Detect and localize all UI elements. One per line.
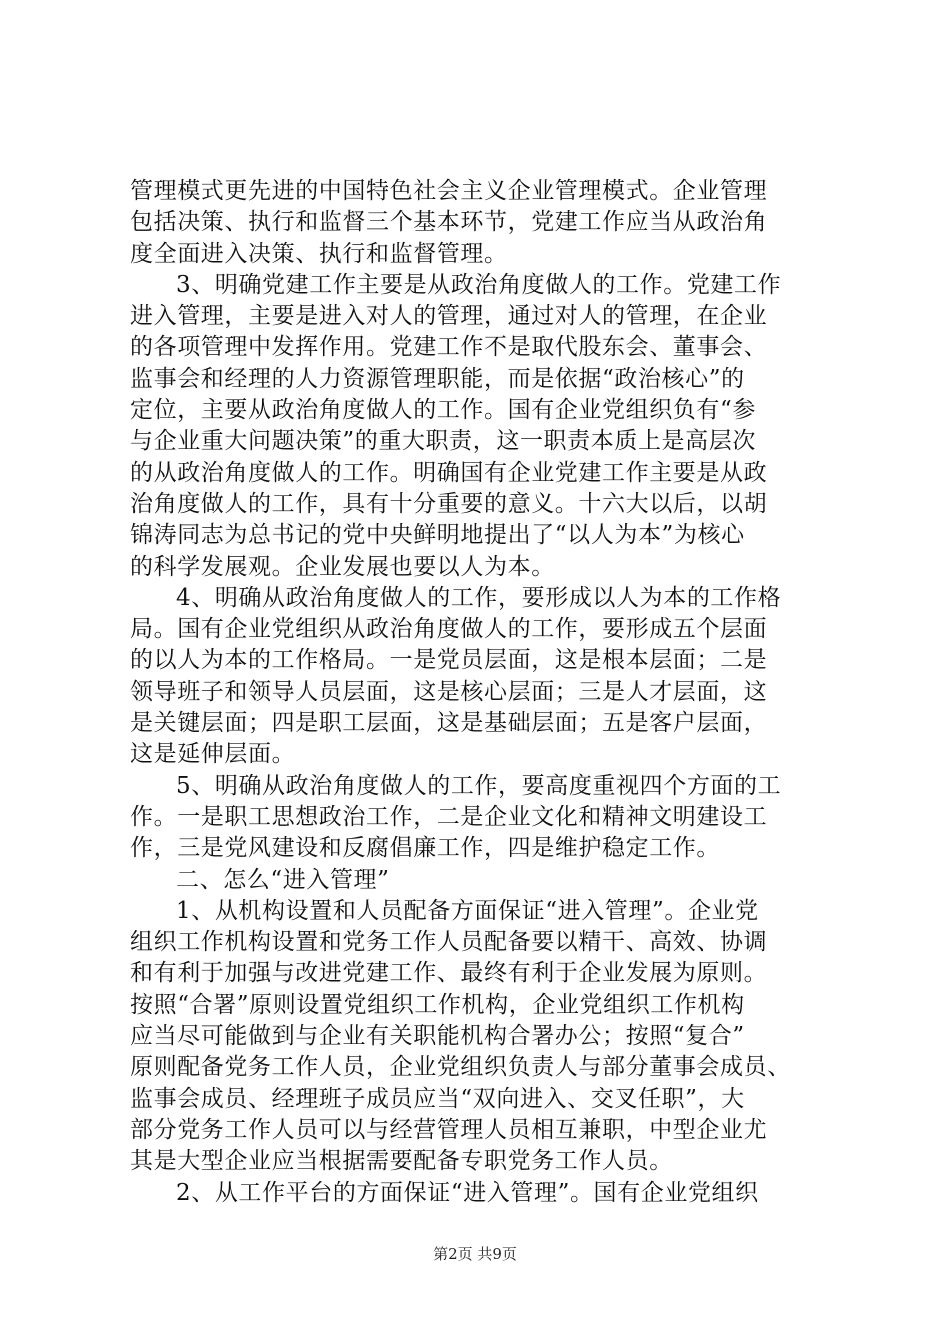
text-line: 进入管理，主要是进入对人的管理，通过对人的管理，在企业 bbox=[130, 303, 768, 330]
text-line: 度全面进入决策、执行和监督管理。 bbox=[130, 240, 508, 267]
text-line: 作，三是党风建设和反腐倡廉工作，四是维护稳定工作。 bbox=[130, 835, 720, 862]
text-line: 二、怎么“进入管理” bbox=[176, 866, 390, 893]
text-line: 组织工作机构设置和党务工作人员配备要以精干、高效、协调 bbox=[130, 929, 768, 956]
text-line: 领导班子和领导人员层面，这是核心层面；三是人才层面，这 bbox=[130, 678, 768, 705]
text-line: 4、明确从政治角度做人的工作，要形成以人为本的工作格 bbox=[176, 584, 782, 611]
text-line: 1、从机构设置和人员配备方面保证“进入管理”。企业党 bbox=[176, 897, 759, 924]
text-line: 和有利于加强与改进党建工作、最终有利于企业发展为原则。 bbox=[130, 960, 768, 987]
text-line: 作。一是职工思想政治工作，二是企业文化和精神文明建设工 bbox=[130, 803, 768, 830]
text-line: 的科学发展观。企业发展也要以人为本。 bbox=[130, 553, 555, 580]
text-line: 治角度做人的工作，具有十分重要的意义。十六大以后，以胡 bbox=[130, 490, 768, 517]
page-number-footer: 第2页 共9页 bbox=[433, 1245, 517, 1263]
text-line: 定位，主要从政治角度做人的工作。国有企业党组织负有“参 bbox=[130, 397, 756, 424]
text-line: 锦涛同志为总书记的党中央鲜明地提出了“以人为本”为核心 bbox=[130, 522, 745, 549]
text-line: 3、明确党建工作主要是从政治角度做人的工作。党建工作 bbox=[176, 271, 782, 298]
text-line: 的各项管理中发挥作用。党建工作不是取代股东会、董事会、 bbox=[130, 334, 768, 361]
text-line: 局。国有企业党组织从政治角度做人的工作，要形成五个层面 bbox=[130, 616, 768, 643]
text-line: 监事会和经理的人力资源管理职能，而是依据“政治核心”的 bbox=[130, 365, 745, 392]
text-line: 监事会成员、经理班子成员应当“双向进入、交叉任职”，大 bbox=[130, 1085, 745, 1112]
text-line: 部分党务工作人员可以与经营管理人员相互兼职，中型企业尤 bbox=[130, 1116, 768, 1143]
text-line: 原则配备党务工作人员，企业党组织负责人与部分董事会成员、 bbox=[130, 1054, 791, 1081]
text-line: 2、从工作平台的方面保证“进入管理”。国有企业党组织 bbox=[176, 1179, 759, 1206]
text-line: 的从政治角度做人的工作。明确国有企业党建工作主要是从政 bbox=[130, 459, 768, 486]
text-line: 包括决策、执行和监督三个基本环节，党建工作应当从政治角 bbox=[130, 209, 768, 236]
text-line: 是关键层面；四是职工层面，这是基础层面；五是客户层面， bbox=[130, 710, 768, 737]
text-line: 应当尽可能做到与企业有关职能机构合署办公；按照“复合” bbox=[130, 1023, 745, 1050]
text-line: 5、明确从政治角度做人的工作，要高度重视四个方面的工 bbox=[176, 772, 782, 799]
text-line: 管理模式更先进的中国特色社会主义企业管理模式。企业管理 bbox=[130, 178, 768, 204]
document-body bbox=[130, 176, 826, 1209]
text-line: 的以人为本的工作格局。一是党员层面，这是根本层面；二是 bbox=[130, 647, 768, 674]
text-line: 按照“合署”原则设置党组织工作机构，企业党组织工作机构 bbox=[130, 991, 745, 1018]
text-line: 与企业重大问题决策”的重大职责，这一职责本质上是高层次 bbox=[130, 428, 756, 455]
text-line: 其是大型企业应当根据需要配备专职党务工作人员。 bbox=[130, 1148, 673, 1175]
text-line: 这是延伸层面。 bbox=[130, 741, 296, 768]
